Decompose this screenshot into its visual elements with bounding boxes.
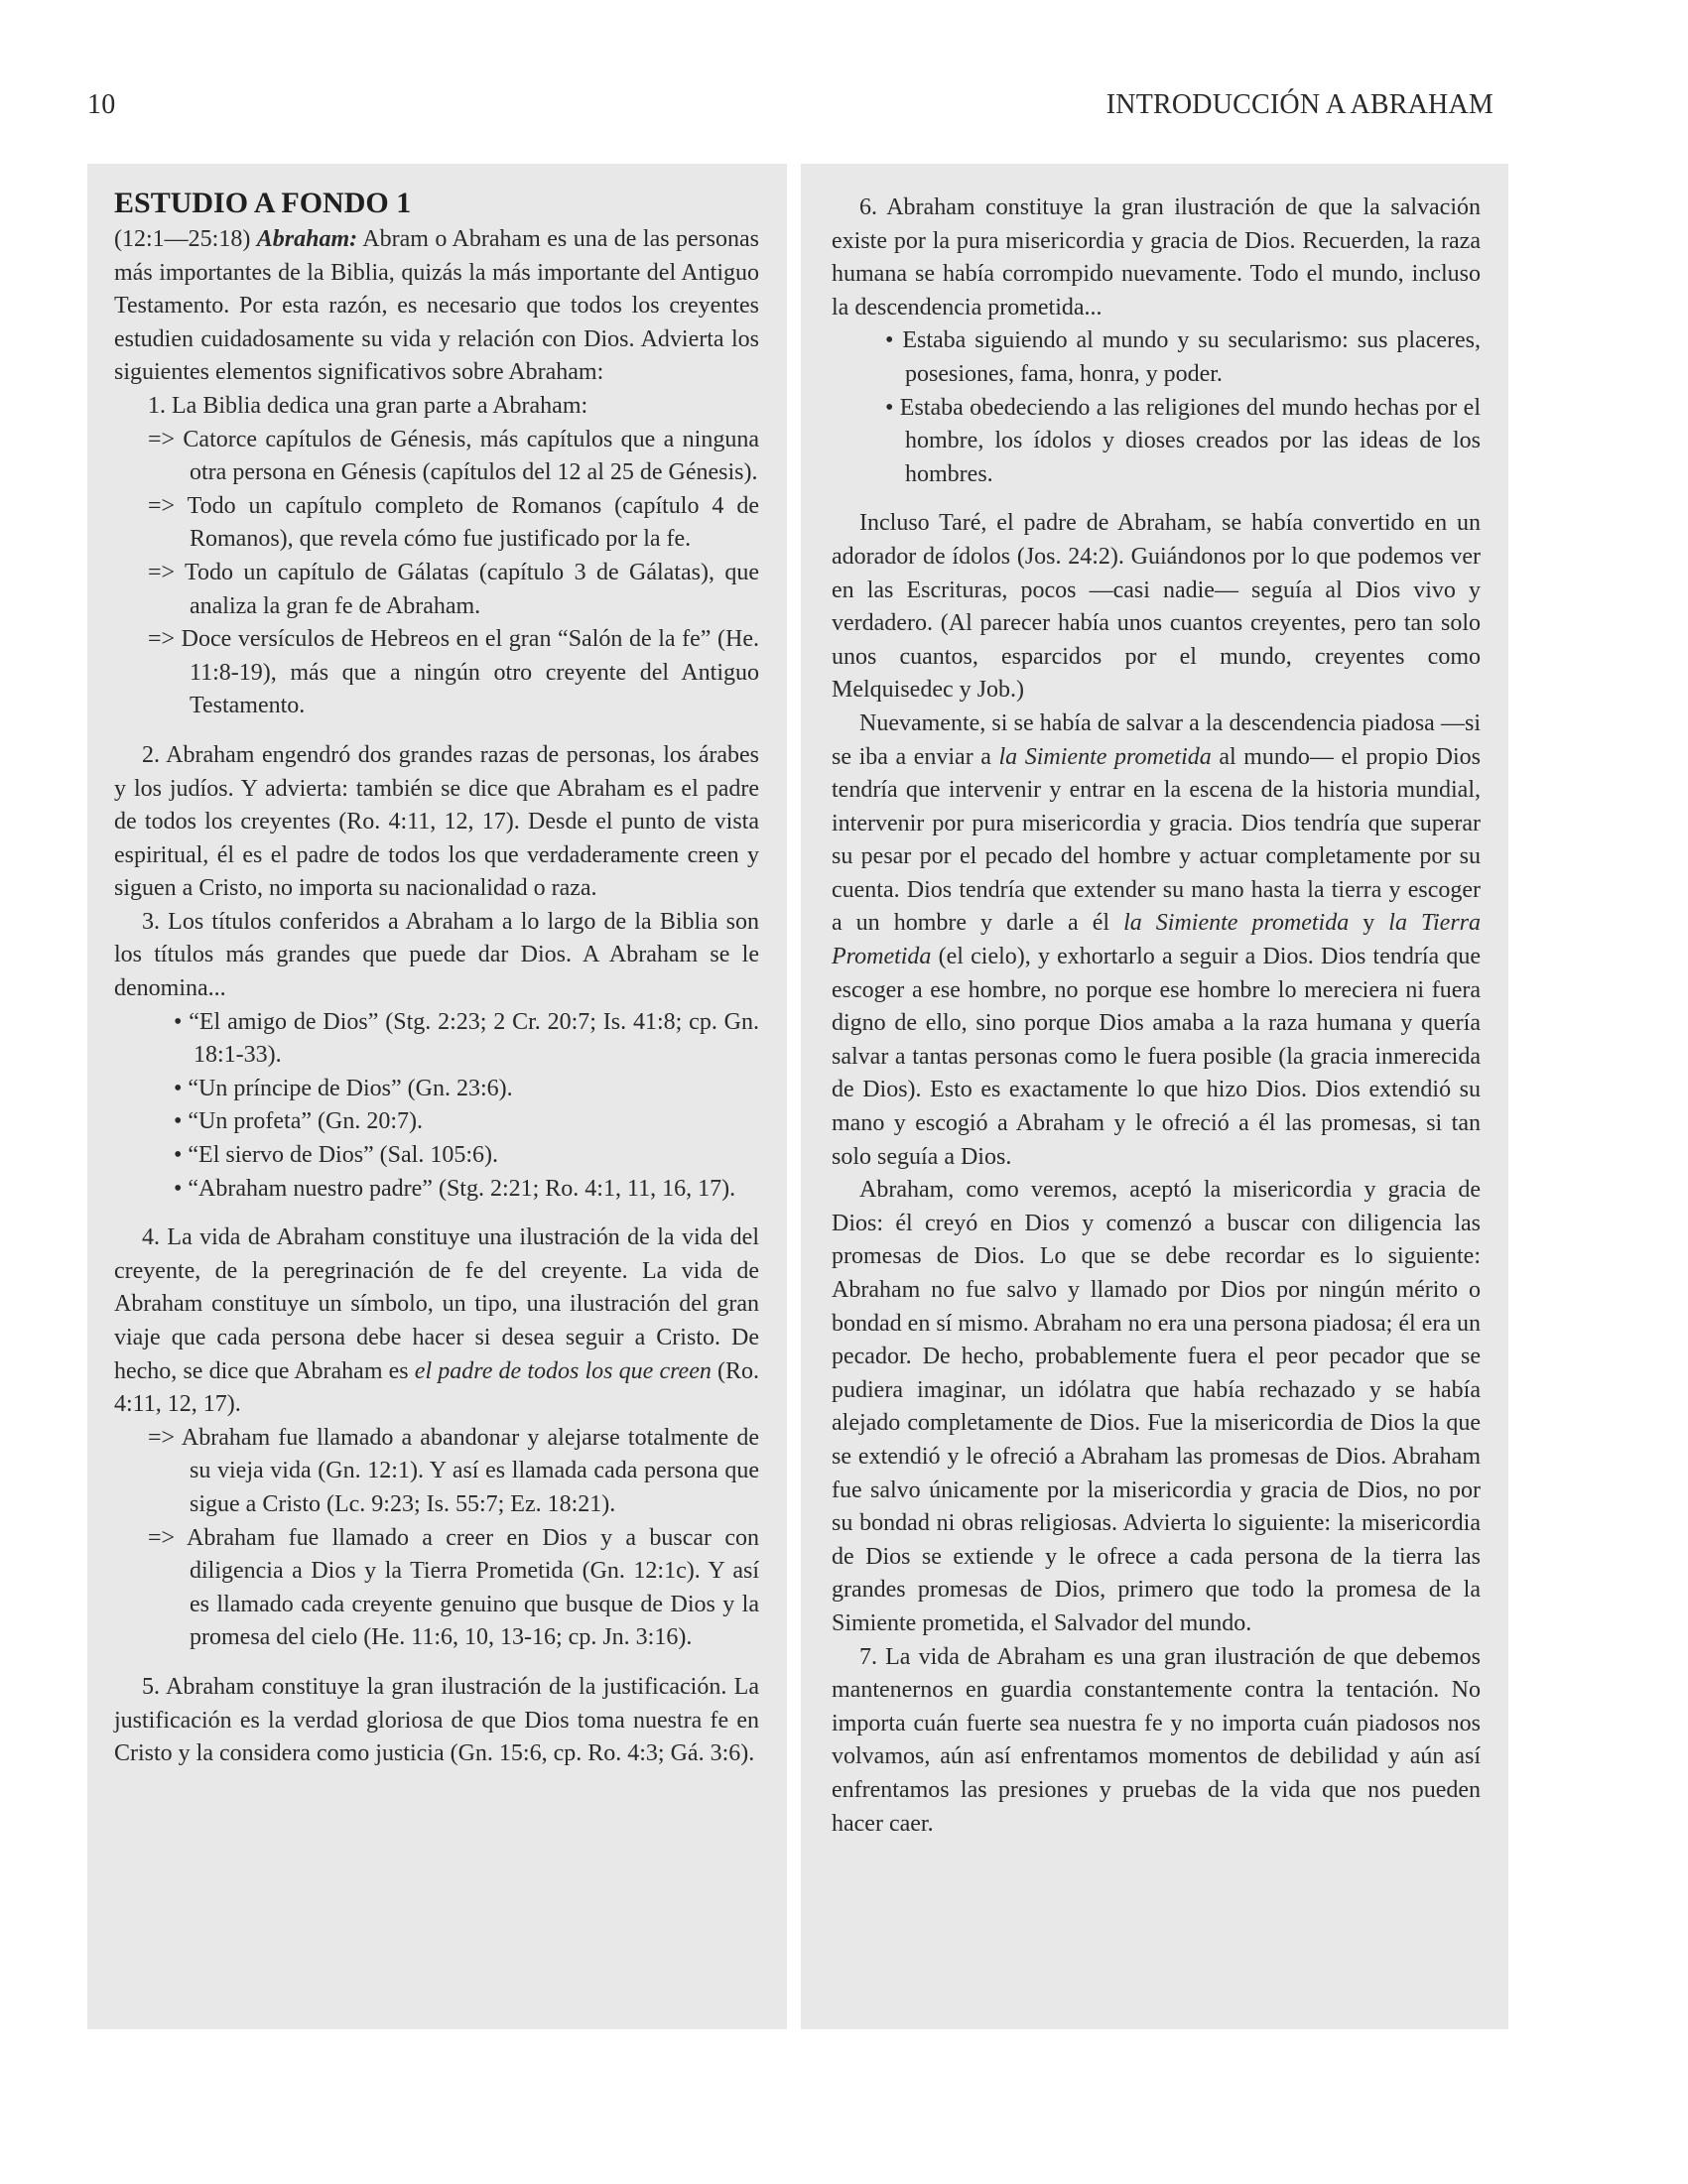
- intro-text: Abram o Abraham es una de las personas más importantes de la Biblia, quizás la más importante del Antiguo Testamento. Por esta razón, es necesario que todos los creyentes estudien cuidadosamente su vida y relación con Dios. Advierta los siguientes elementos significativos sobre Abraham:: [114, 226, 759, 386]
- right-column: [801, 164, 1508, 2029]
- point-4-italic: el padre de todos los que creen: [414, 1357, 712, 1384]
- point-4-text: 4. La vida de Abraham constituye una ilustración de la vida del creyente, de la peregrinación de fe del creyente. La vida de Abraham constituye un símbolo, un tipo, una ilustración del gran viaje que cada persona debe hacer si desea seguir a Cristo. De hecho, se dice que Abraham es: [114, 1224, 759, 1384]
- nuevamente-text-3: y: [1349, 910, 1389, 937]
- nuevamente-italic-3: la Tierra Prometida: [832, 910, 1482, 970]
- point-2-paragraph: 2. Abraham engendró dos grandes razas de personas, los árabes y los judíos. Y advierta: también se dice que Abraham es el padre de todos los creyentes (Ro. 4:11, 12, 17). Desde el punto de vista espiritual, él es el padre de todos los que verdaderamente creen y siguen a Cristo, no importa su nacionalidad o raza.: [114, 741, 759, 902]
- title-list-item: • “Un profeta” (Gn. 20:7).: [174, 1108, 423, 1135]
- intro-paragraph: [114, 223, 759, 390]
- left-column: [87, 164, 787, 2029]
- abraham-paragraph: Abraham, como veremos, aceptó la misericordia y gracia de Dios: él creyó en Dios y comenzó a buscar con diligencia las promesas de Dios. Lo que se debe recordar es lo siguiente: Abraham no fue salvo y llamado por Dios por ningún mérito o bondad en sí mismo. Abraham no era una persona piadosa; él era un pecador. De hecho, probablemente fuera el peor pecador que se pudiera imaginar, un idólatra que había rechazado y se había alejado completamente de Dios. Fue la misericordia de Dios la que se extendió y le ofreció a Abraham las promesas de Dios. Abraham fue salvo únicamente por la misericordia y gracia de Dios, no por su bondad ni obras religiosas. Advierta lo siguiente: la misericordia de Dios se extiende y le ofrece a cada persona de la tierra las grandes promesas de Dios, primero que todo la promesa de la Simiente prometida, el Salvador del mundo.: [832, 1177, 1481, 1636]
- nuevamente-paragraph: [832, 707, 1481, 1174]
- point-1-item: => Todo un capítulo de Gálatas (capítulo 3 de Gálatas), que analiza la gran fe de Abraham.: [148, 559, 759, 619]
- point-4-paragraph: [114, 1221, 759, 1422]
- point-4-tail: (Ro. 4:11, 12, 17).: [114, 1357, 760, 1418]
- nuevamente-italic-2: la Simiente prometida: [1123, 910, 1350, 937]
- nuevamente-text-1: Nuevamente, si se había de salvar a la descendencia piadosa —si se iba a enviar a: [832, 709, 1481, 770]
- point-6-item: • Estaba siguiendo al mundo y su secularismo: sus placeres, posesiones, fama, honra, y poder.: [885, 327, 1481, 387]
- running-title: INTRODUCCIÓN A ABRAHAM: [1105, 89, 1493, 120]
- title-list-item: • “Un príncipe de Dios” (Gn. 23:6).: [174, 1075, 513, 1101]
- point-3-paragraph: 3. Los títulos conferidos a Abraham a lo largo de la Biblia son los títulos más grandes que puede dar Dios. A Abraham se le denomina...: [114, 908, 759, 1002]
- nuevamente-text-2: al mundo— el propio Dios tendría que intervenir y entrar en la escena de la historia mundial, intervenir por pura misericordia y gracia. Dios tendría que superar su pesar por el pecado del hombre y actuar completamente por su cuenta. Dios tendría que extender su mano hasta la tierra y escoger a un hombre y darle a él: [832, 743, 1481, 937]
- point-6-item: • Estaba obedeciendo a las religiones del mundo hechas por el hombre, los ídolos y dioses creados por las ideas de los hombres.: [885, 394, 1481, 487]
- point-7-paragraph: 7. La vida de Abraham es una gran ilustración de que debemos mantenernos en guardia constantemente contra la tentación. No importa cuán fuerte sea nuestra fe y no importa cuán piadosos nos volvamos, aún así enfrentamos momentos de debilidad y aún así enfrentamos las presiones y pruebas de la vida que nos pueden hacer caer.: [832, 1643, 1481, 1837]
- page-number: 10: [87, 89, 116, 120]
- point-1-heading: 1. La Biblia dedica una gran parte a Abraham:: [148, 392, 588, 419]
- intro-term: Abraham:: [256, 226, 358, 252]
- section-title: ESTUDIO A FONDO 1: [114, 187, 412, 219]
- title-list-item: • “Abraham nuestro padre” (Stg. 2:21; Ro. 4:1, 11, 16, 17).: [174, 1175, 736, 1202]
- point-1-item: => Todo un capítulo completo de Romanos (capítulo 4 de Romanos), que revela cómo fue justificado por la fe.: [148, 492, 759, 553]
- point-5-paragraph: 5. Abraham constituye la gran ilustración de la justificación. La justificación es la verdad gloriosa de que Dios toma nuestra fe en Cristo y la considera como justicia (Gn. 15:6, cp. Ro. 4:3; Gá. 3:6).: [114, 1673, 759, 1767]
- tare-paragraph: Incluso Taré, el padre de Abraham, se había convertido en un adorador de ídolos (Jos. 24:2). Guiándonos por lo que podemos ver en las Escrituras, pocos —casi nadie— seguía al Dios vivo y verdadero. (Al parecer había unos cuantos creyentes, pero tan solo unos cuantos, esparcidos por el mundo, creyentes como Melquisedec y Job.): [832, 510, 1481, 704]
- title-list-item: • “El amigo de Dios” (Stg. 2:23; 2 Cr. 20:7; Is. 41:8; cp. Gn. 18:1-33).: [174, 1008, 759, 1069]
- nuevamente-italic-1: la Simiente prometida: [998, 743, 1212, 770]
- point-4-item: => Abraham fue llamado a creer en Dios y a buscar con diligencia a Dios y la Tierra Prometida (Gn. 12:1c). Y así es llamado cada creyente genuino que busque de Dios y la promesa del cielo (He. 11:6, 10, 13-16; cp. Jn. 3:16).: [148, 1524, 759, 1651]
- nuevamente-text-4: (el cielo), y exhortarlo a seguir a Dios. Dios tendría que escoger a ese hombre, no porque ese hombre lo mereciera ni fuera digno de ello, sino porque Dios amaba a la raza humana y quería salvar a tantas personas como le fuera posible (la gracia inmerecida de Dios). Esto es exactamente lo que hizo Dios. Dios extendió su mano y escogió a Abraham y le ofreció a él las promesas, si tan solo seguía a Dios.: [832, 944, 1481, 1170]
- point-4-item: => Abraham fue llamado a abandonar y alejarse totalmente de su vieja vida (Gn. 12:1). Y así es llamada cada persona que sigue a Cristo (Lc. 9:23; Is. 55:7; Ez. 18:21).: [148, 1424, 759, 1517]
- intro-ref: (12:1—25:18): [114, 226, 257, 252]
- title-list-item: • “El siervo de Dios” (Sal. 105:6).: [174, 1142, 498, 1169]
- point-1-item: => Catorce capítulos de Génesis, más capítulos que a ninguna otra persona en Génesis (capítulos del 12 al 25 de Génesis).: [148, 426, 759, 486]
- point-1-item: => Doce versículos de Hebreos en el gran “Salón de la fe” (He. 11:8-19), más que a ningún otro creyente del Antiguo Testamento.: [148, 626, 759, 719]
- point-6-paragraph: 6. Abraham constituye la gran ilustración de que la salvación existe por la pura misericordia y gracia de Dios. Recuerden, la raza humana se había corrompido nuevamente. Todo el mundo, incluso la descendencia prometida...: [832, 194, 1481, 321]
